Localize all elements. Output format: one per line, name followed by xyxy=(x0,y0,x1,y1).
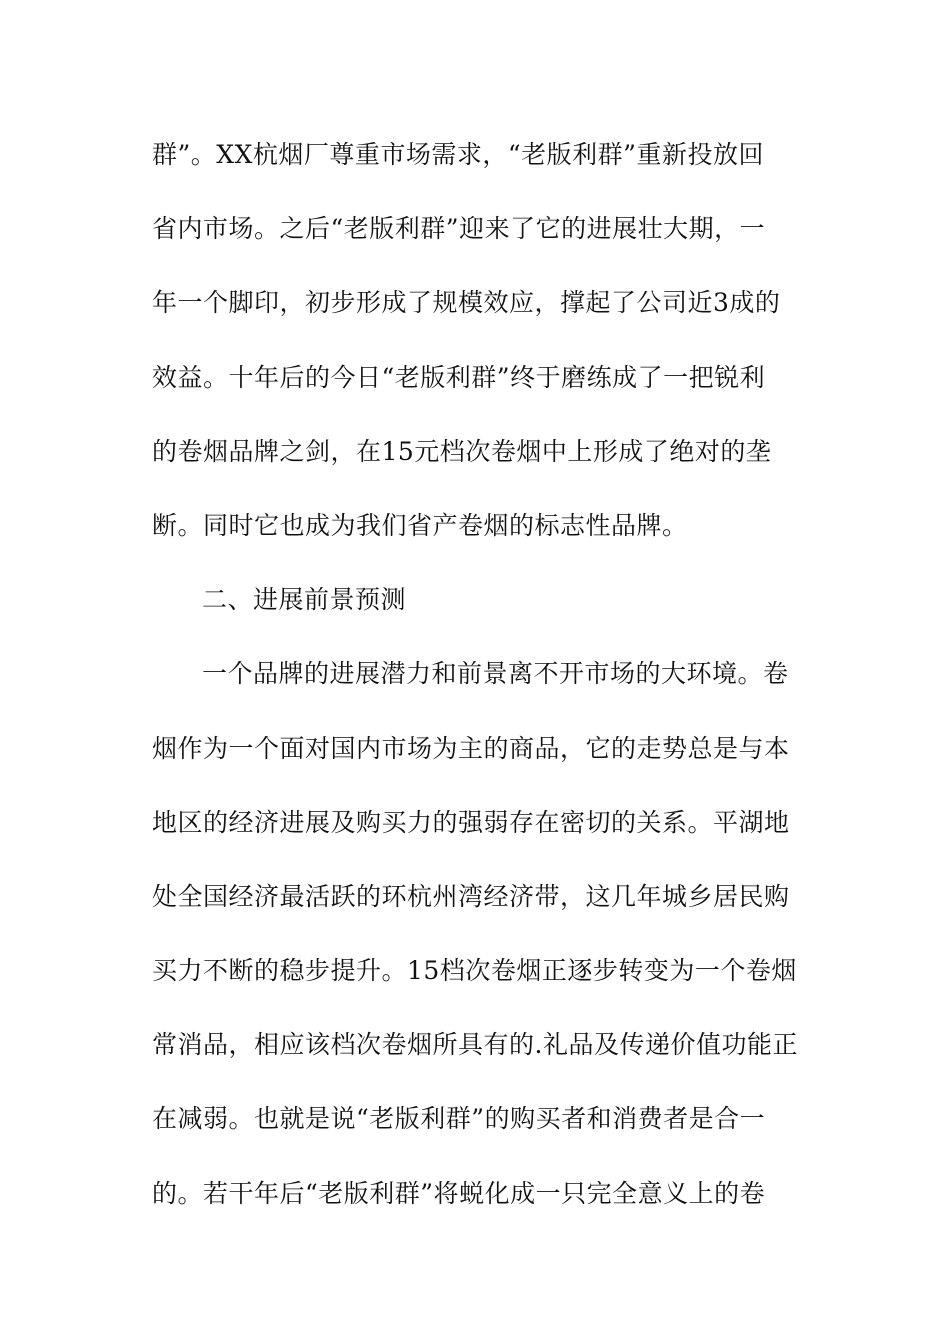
paragraph-line: 地区的经济进展及购买力的强弱存在密切的关系。平湖地 xyxy=(152,807,790,837)
paragraph-line: 在减弱。也就是说“老版利群”的购买者和消费者是合一 xyxy=(152,1104,766,1134)
paragraph-line: 效益。十年后的今日“老版利群”终于磨练成了一把锐利 xyxy=(152,362,766,392)
paragraph-line: 的卷烟品牌之剑，在15元档次卷烟中上形成了绝对的垄 xyxy=(152,436,772,466)
section-heading: 二、进展前景预测 xyxy=(202,585,407,615)
paragraph-line: 常消品，相应该档次卷烟所具有的.礼品及传递价值功能正 xyxy=(152,1030,798,1060)
paragraph-line: 买力不断的稳步提升。15档次卷烟正逐步转变为一个卷烟 xyxy=(152,956,797,986)
paragraph-line: 一个品牌的进展潜力和前景离不开市场的大环境。卷 xyxy=(202,659,789,689)
paragraph-line: 年一个脚印，初步形成了规模效应，撑起了公司近3成的 xyxy=(152,288,781,318)
paragraph-line: 群”。XX杭烟厂尊重市场需求，“老版利群”重新投放回 xyxy=(152,140,764,169)
paragraph-line: 断。同时它也成为我们省产卷烟的标志性品牌。 xyxy=(152,510,688,540)
paragraph-line: 省内市场。之后“老版利群”迎来了它的进展壮大期，一 xyxy=(152,214,766,244)
paragraph-line: 处全国经济最活跃的环杭州湾经济带，这几年城乡居民购 xyxy=(152,881,790,911)
paragraph-line: 的。若干年后“老版利群”将蜕化成一只完全意义上的卷 xyxy=(152,1178,766,1208)
document-body xyxy=(152,130,812,1243)
paragraph-line: 烟作为一个面对国内市场为主的商品，它的走势总是与本 xyxy=(152,733,790,763)
